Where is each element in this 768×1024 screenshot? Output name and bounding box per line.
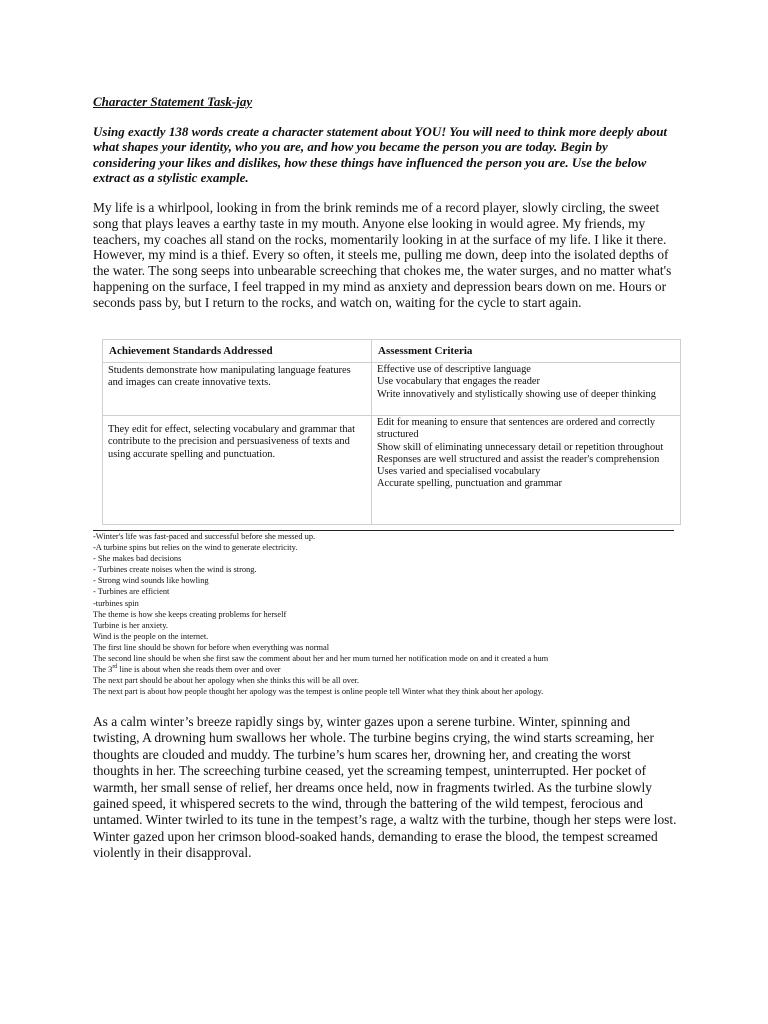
note-line: The theme is how she keeps creating problems for herself bbox=[93, 609, 287, 619]
ordinal-suffix: rd bbox=[112, 664, 118, 671]
criteria-item: Responses are well structured and assist the reader's comprehension bbox=[377, 453, 660, 465]
criteria-item: Uses varied and specialised vocabulary bbox=[377, 466, 541, 478]
criteria-item: Accurate spelling, punctuation and grammar bbox=[377, 478, 562, 490]
planning-notes bbox=[93, 531, 693, 697]
table-row bbox=[103, 416, 681, 525]
standard-cell: They edit for effect, selecting vocabulary and grammar that contribute to the precision and persuasiveness of texts and using accurate spelling and punctuation. bbox=[103, 416, 372, 525]
table-row bbox=[103, 363, 681, 416]
table-header-row bbox=[103, 340, 681, 363]
criteria-item: Effective use of descriptive language bbox=[377, 364, 531, 375]
note-line: - She makes bad decisions bbox=[93, 554, 182, 564]
header-achievement-standards: Achievement Standards Addressed bbox=[103, 340, 372, 363]
criteria-cell bbox=[372, 363, 681, 416]
standard-cell: Students demonstrate how manipulating language features and images can create innovative texts. bbox=[103, 363, 372, 416]
note-line: The next part is about how people thought her apology was the tempest is online people tell Winter what they think about her apology. bbox=[93, 687, 544, 697]
note-line: -turbines spin bbox=[93, 598, 139, 608]
header-assessment-criteria: Assessment Criteria bbox=[372, 340, 681, 363]
criteria-item: Show skill of eliminating unnecessary detail or repetition throughout bbox=[377, 441, 664, 453]
task-instructions: Using exactly 138 words create a character statement about YOU! You will need to think more deeply about what shapes your identity, who you are, and how you became the person you are today. Begin by considering your likes and dislikes, how these things have influenced the person you are. Use the below extract as a stylistic example. bbox=[93, 124, 668, 186]
stylistic-extract: My life is a whirlpool, looking in from the brink reminds me of a record player, slowly circling, the sweet song that plays leaves a earthy taste in my mouth. Anyone else looking in would agree. My friends, my teachers, my coaches all stand on the rocks, momentarily looking in at the surface of my life. I like it there. However, my mind is a thief. Every so often, it steels me, pulling me down, deep into the isolated depths of the water. The song seeps into unbearable screeching that chokes me, the water surges, and no matter what's happening on the surface, I feel trapped in my mind as anxiety and depression bears down on me. Hours or seconds pass by, but I return to the rocks, and watch on, waiting for the cycle to start again. bbox=[93, 200, 672, 310]
note-line: Turbine is her anxiety. bbox=[93, 620, 168, 630]
note-line: - Turbines create noises when the wind is strong. bbox=[93, 565, 257, 575]
criteria-item: Edit for meaning to ensure that sentences are ordered and correctly structured bbox=[377, 417, 656, 441]
note-line: - Strong wind sounds like howling bbox=[93, 576, 209, 586]
note-line: -Winter's life was fast-paced and successful before she messed up. bbox=[93, 532, 316, 541]
note-line bbox=[93, 664, 693, 675]
note-line: -A turbine spins but relies on the wind to generate electricity. bbox=[93, 543, 298, 553]
criteria-cell bbox=[372, 416, 681, 525]
note-line: The second line should be when she first saw the comment about her and her mum turned her notification mode on and it created a hum bbox=[93, 654, 549, 664]
criteria-item: Write innovatively and stylistically showing use of deeper thinking bbox=[377, 388, 656, 400]
note-line: The first line should be shown for before when everything was normal bbox=[93, 642, 330, 652]
note-text: The 3 bbox=[93, 665, 113, 675]
criteria-item: Use vocabulary that engages the reader bbox=[377, 376, 540, 388]
document-title: Character Statement Task-jay bbox=[93, 94, 253, 109]
note-text: line is about when she reads them over and over bbox=[117, 665, 281, 675]
note-line: - Turbines are efficient bbox=[93, 587, 170, 597]
story-paragraph: As a calm winter’s breeze rapidly sings by, winter gazes upon a serene turbine. Winter, spinning and twisting, A drowning hum swallows her whole. The turbine begins crying, the wind starts screaming, her thoughts are clouded and muddy. The turbine’s hum scares her, drowning her, and creating the worst thoughts in her. The screeching turbine ceased, yet the screaming tempest, uninterrupted. Her pocket of warmth, her small sense of relief, her dreams once held, now in fragments twirled. As the turbine slowly gained speed, it whispered secrets to the wind, through the battering of the wild tempest, ferocious and untamed. Winter twirled to its tune in the tempest’s rage, a waltz with the turbine, though her steps were lost. Winter gazed upon her crimson blood-soaked hands, demanding to erase the blood, the tempest screamed violently in their disapproval. bbox=[93, 714, 677, 861]
note-line: The next part should be about her apology when she thinks this will be all over. bbox=[93, 676, 360, 686]
assessment-table bbox=[102, 339, 681, 525]
note-line: Wind is the people on the internet. bbox=[93, 631, 209, 641]
